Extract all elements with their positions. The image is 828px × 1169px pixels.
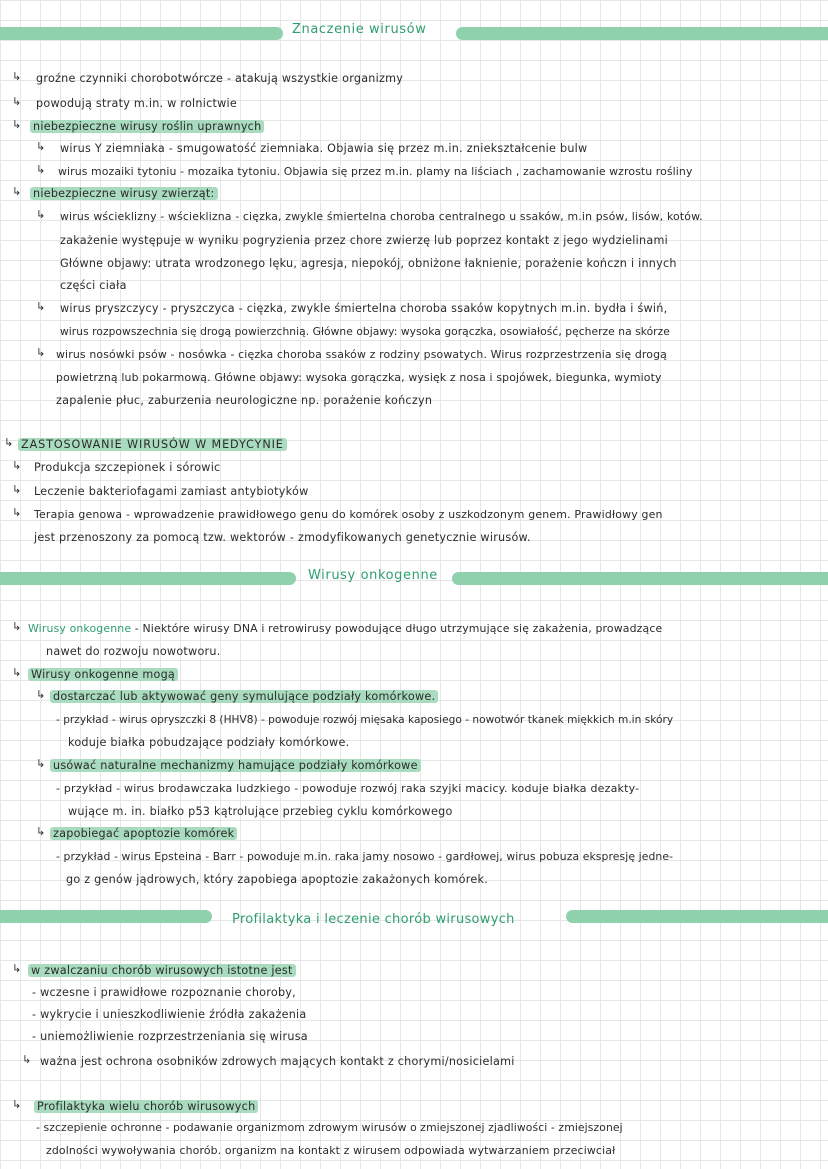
arrow-icon: ↳ [12,962,22,975]
arrow-icon: ↳ [36,300,46,313]
note-line: Wirusy onkogenne - Niektóre wirusy DNA i retrowirusy powodujące długo utrzymujące się zakażenia, prowadzące [28,622,663,635]
note-line: - wczesne i prawidłowe rozpoznanie choroby, [32,986,296,999]
highlighted-heading: usówać naturalne mechanizmy hamujące podziały komórkowe [50,757,421,775]
note-line: zapalenie płuc, zaburzenia neurologiczne np. porażenie kończyn [56,394,433,407]
arrow-icon: ↳ [12,483,22,496]
note-line: zdolności wywoływania chorób. organizm na kontakt z wirusem odpowiada wytwarzaniem przeciwciał [46,1144,616,1157]
note-line: Główne objawy: utrata wrodzonego lęku, agresja, niepokój, obniżone łaknienie, porażenie kończn i innych [60,257,677,270]
note-line: koduje białka pobudzające podziały komórkowe. [68,736,350,749]
note-line: zakażenie występuje w wyniku pogryzienia przez chore zwierzę lub poprzez kontakt z jego wydzielinami [60,234,668,247]
note-line: powietrzną lub pokarmową. Główne objawy: wysoka gorączka, wysięk z nosa i spojówek, biegunka, wymioty [56,371,662,384]
arrow-icon: ↳ [12,70,22,83]
highlighted-heading: ZASTOSOWANIE WIRUSÓW W MEDYCYNIE [18,436,287,454]
note-line: wirus pryszczycy - pryszczyca - cięzka, zwykle śmiertelna choroba ssaków kopytnych m.in. bydła i świń, [60,302,668,315]
note-line: Leczenie bakteriofagami zamiast antybiotyków [34,485,309,498]
section-title-onkogenne: Wirusy onkogenne [308,568,438,583]
section-band-left [0,572,296,585]
arrow-icon: ↳ [36,757,46,770]
note-line: - szczepienie ochronne - podawanie organizmom zdrowym wirusów o zmiejszonej zjadliwości - zmiejszonej [36,1121,623,1134]
note-line: ważna jest ochrona osobników zdrowych mających kontakt z chorymi/nosicielami [40,1055,515,1068]
arrow-icon: ↳ [36,825,46,838]
highlighted-heading: niebezpieczne wirusy zwierząt: [30,185,218,203]
section-band-right [456,27,828,40]
arrow-icon: ↳ [12,118,22,131]
arrow-icon: ↳ [12,95,22,108]
section-title-profilaktyka: Profilaktyka i leczenie chorób wirusowych [232,912,515,927]
arrow-icon: ↳ [36,208,46,221]
arrow-icon: ↳ [36,346,46,359]
section-band-left [0,27,283,40]
highlighted-heading: zapobiegać apoptozie komórek [50,825,237,843]
note-line: groźne czynniki chorobotwórcze - atakują wszystkie organizmy [36,72,404,85]
note-line: - uniemożliwienie rozprzestrzeniania się wirusa [32,1030,308,1043]
note-line: wirus nosówki psów - nosówka - cięzka choroba ssaków z rodziny psowatych. Wirus rozprzestrzenia się drogą [56,348,667,361]
note-line: jest przenoszony za pomocą tzw. wektorów - zmodyfikowanych genetycznie wirusów. [34,531,531,544]
arrow-icon: ↳ [12,185,22,198]
note-line: - przykład - wirus opryszczki 8 (HHV8) - powoduje rozwój mięsaka kaposiego - nowotwór tkanek miękkich m.in skóry [56,714,674,726]
note-line: wirus mozaiki tytoniu - mozaika tytoniu. Objawia się przez m.in. plamy na liściach , zachamowanie wzrostu rośliny [58,165,693,178]
arrow-icon: ↳ [12,459,22,472]
section-band-right [566,910,828,923]
note-line: - przykład - wirus Epsteina - Barr - powoduje m.in. raka jamy nosowo - gardłowej, wirus pobuza ekspresję jedne- [56,850,674,863]
arrow-icon: ↳ [4,436,14,449]
note-line: wirus wścieklizny - wścieklizna - cięzka, zwykle śmiertelna choroba centralnego u ssaków, m.in psów, lisów, kotów. [60,210,703,223]
highlighted-heading: dostarczać lub aktywować geny symulujące podziały komórkowe. [50,688,438,706]
note-line: Produkcja szczepionek i sórowic [34,461,221,474]
note-line: powodują straty m.in. w rolnictwie [36,97,238,110]
arrow-icon: ↳ [12,506,22,519]
arrow-icon: ↳ [22,1053,32,1066]
arrow-icon: ↳ [12,1098,22,1111]
note-line: wirus Y ziemniaka - smugowatość ziemniaka. Objawia się przez m.in. zniekształcenie bulw [60,142,588,155]
arrow-icon: ↳ [36,688,46,701]
note-line: wirus rozpowszechnia się drogą powierzchnią. Główne objawy: wysoka gorączka, osowiałość, pęcherze na skórze [60,325,670,338]
note-line: wujące m. in. białko p53 kątrolujące przebieg cyklu komórkowego [68,805,453,818]
note-line: Terapia genowa - wprowadzenie prawidłowego genu do komórek osoby z uszkodzonym genem. Prawidłowy gen [34,508,663,521]
note-line: go z genów jądrowych, który zapobiega apoptozie zakażonych komórek. [66,873,489,886]
arrow-icon: ↳ [12,666,22,679]
highlighted-heading: niebezpieczne wirusy roślin uprawnych [30,118,264,136]
note-line: nawet do rozwoju nowotworu. [46,645,221,658]
arrow-icon: ↳ [36,140,46,153]
arrow-icon: ↳ [12,620,22,633]
section-title-znaczenie: Znaczenie wirusów [292,22,427,37]
arrow-icon: ↳ [36,163,46,176]
section-band-left [0,910,212,923]
highlighted-heading: w zwalczaniu chorób wirusowych istotne jest [28,962,296,980]
section-band-right [452,572,828,585]
note-line: - wykrycie i unieszkodliwienie źródła zakażenia [32,1008,307,1021]
highlighted-heading: Wirusy onkogenne mogą [28,666,178,684]
note-line: - przykład - wirus brodawczaka ludzkiego - powoduje rozwój raka szyjki macicy. koduje białka dezakty- [56,782,640,795]
note-line: części ciała [60,279,127,292]
highlighted-heading: Profilaktyka wielu chorób wirusowych [34,1098,258,1116]
